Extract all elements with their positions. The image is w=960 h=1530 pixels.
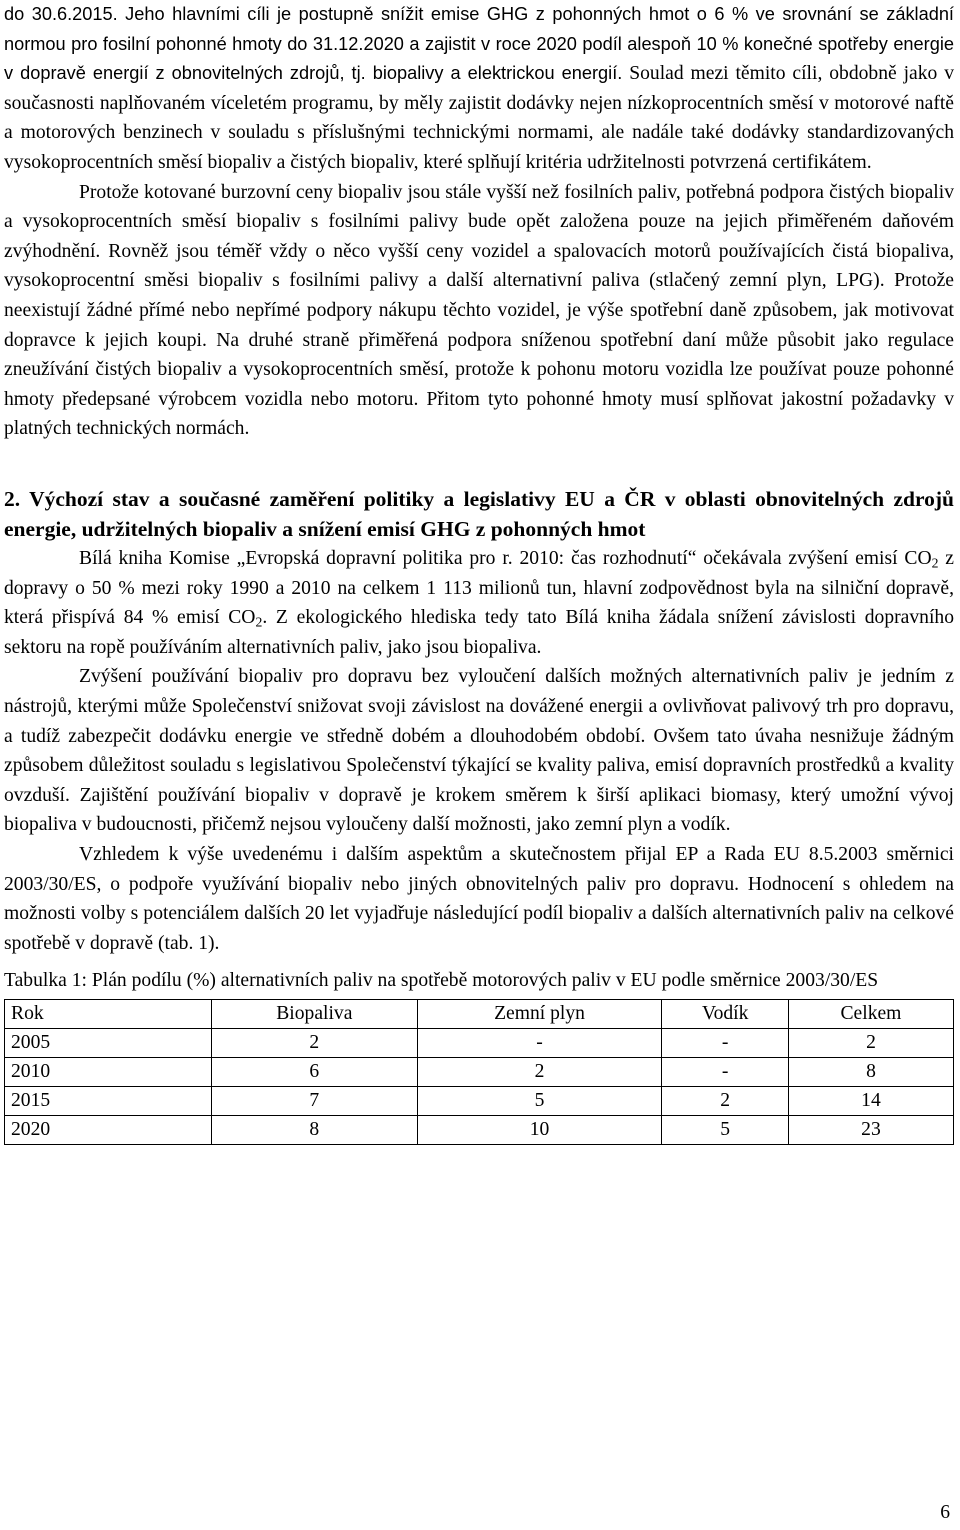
table-cell: - bbox=[417, 1029, 662, 1058]
white-paper-text-2: z dopravy o 50 % mezi roky 1990 a 2010 na celkem 1 113 milionů tun, hlavní zodpovědnost byla na silniční dopravě, která přispívá 84 % emisí CO bbox=[4, 548, 954, 629]
table-header-cell: Rok bbox=[5, 1000, 212, 1029]
table-cell: 8 bbox=[788, 1058, 953, 1087]
table-header-cell: Biopaliva bbox=[212, 1000, 418, 1029]
paragraph-biofuel-use: Zvýšení používání biopaliv pro dopravu bez vyloučení dalších možných alternativních paliv je jedním z nástrojů, kterými může Společenství snižovat svoji závislost na dovážené energii a ovlivňovat palivový trh pro dopravu, a tudíž zabezpečit dodávku energie ve středně dobém a dlouhodobém období. Ovšem tato úvaha nesnižuje žádným způsobem důležitost souladu s legislativou Společenství týkající se kvality paliva, emisí dopravních prostředků a kvality ovzduší. Zajištění používání biopaliv v dopravě je krokem směrem k širší aplikaci biomasy, který umožní vývoj biopaliva v budoucnosti, přičemž nejsou vyloučeny další možnosti, jako zemní plyn a vodík. bbox=[4, 666, 954, 836]
white-paper-text-1: Bílá kniha Komise „Evropská dopravní politika pro r. 2010: čas rozhodnutí“ očekávala zvýšení emisí CO bbox=[79, 548, 932, 570]
table-cell-year: 2005 bbox=[5, 1029, 212, 1058]
table-header-cell: Zemní plyn bbox=[417, 1000, 662, 1029]
table-cell: 7 bbox=[212, 1087, 418, 1116]
table-cell: 2 bbox=[662, 1087, 788, 1116]
paragraph-intro bbox=[4, 0, 954, 178]
table-row bbox=[5, 1058, 954, 1087]
table-cell-year: 2015 bbox=[5, 1087, 212, 1116]
table-cell: 8 bbox=[212, 1116, 418, 1145]
table-caption: Tabulka 1: Plán podílu (%) alternativních paliv na spotřebě motorových paliv v EU podle směrnice 2003/30/ES bbox=[4, 970, 879, 992]
spacer bbox=[4, 958, 954, 966]
table-cell-year: 2010 bbox=[5, 1058, 212, 1087]
table-cell: 2 bbox=[417, 1058, 662, 1087]
table-header-cell: Vodík bbox=[662, 1000, 788, 1029]
table-header-row bbox=[5, 1000, 954, 1029]
table-row bbox=[5, 1087, 954, 1116]
paragraph-prices: Protože kotované burzovní ceny biopaliv jsou stále vyšší než fosilních paliv, potřebná podpora čistých biopaliv a vysokoprocentních směsí biopaliv s fosilními palivy bude opět založena pouze na jejich přiměřeném daňovém zvýhodnění. Rovněž jsou téměř vždy o něco vyšší ceny vozidel a spalovacích motorů používajících čistá biopaliva, vysokoprocentní směsi biopaliv s fosilními palivy a další alternativní paliva (stlačený zemní plyn, LPG). Protože neexistují žádné přímé nebo nepřímé podpory nákupu těchto vozidel, je výše spotřební daně způsobem, jak motivovat dopravce k jejich koupi. Na druhé straně přiměřená podpora sníženou spotřební daní může působit jako regulace zneužívání čistých biopaliv a vysokoprocentních směsí, protože k pohonu motoru vozidla lze používat pouze pohonné hmoty předepsané výrobcem vozidla nebo motoru. Přitom tyto pohonné hmoty musí splňovat jakostní požadavky v platných technických normách. bbox=[4, 181, 954, 440]
paragraph-directive: Vzhledem k výše uvedenému i dalším aspektům a skutečnostem přijal EP a Rada EU 8.5.2003 směrnici 2003/30/ES, o podpoře využívání biopaliv nebo jiných obnovitelných paliv pro dopravu. Hodnocení s ohledem na možnosti volby s potenciálem dalších 20 let vyjadřuje následující podíl biopaliv a dalších alternativních paliv na celkové spotřebě v dopravě (tab. 1). bbox=[4, 844, 954, 954]
table-cell: 5 bbox=[417, 1087, 662, 1116]
table-cell: - bbox=[662, 1029, 788, 1058]
table-cell: 6 bbox=[212, 1058, 418, 1087]
table-row bbox=[5, 1029, 954, 1058]
table-cell: 2 bbox=[788, 1029, 953, 1058]
intro-sans-text: do 30.6.2015. Jeho hlavními cíli je postupně snížit emise GHG z pohonných hmot o 6 % ve srovnání se základní normou pro fosilní pohonné hmoty do 31.12.2020 a zajistit v roce 2020 podíl alespoň 10 % konečné spotřeby energie v dopravě energií z obnovitelných zdrojů, tj. biopalivy a elektrickou energií. bbox=[4, 4, 954, 84]
table-cell: 2 bbox=[212, 1029, 418, 1058]
table-cell: 14 bbox=[788, 1087, 953, 1116]
table-cell: 23 bbox=[788, 1116, 953, 1145]
co2-subscript: 2 bbox=[255, 614, 263, 630]
table-header-cell: Celkem bbox=[788, 1000, 953, 1029]
section-heading: 2. Výchozí stav a současné zaměření politiky a legislativy EU a ČR v oblasti obnovitelných zdrojů energie, udržitelných biopaliv a snížení emisí GHG z pohonných hmot bbox=[4, 486, 954, 541]
document-page bbox=[4, 0, 954, 1145]
intro-serif-text: Soulad mezi těmito cíli, obdobně jako v současnosti naplňovaném víceletém programu, by měly zajistit dodávky nejen nízkoprocentních směsí v motorové naftě a motorových benzinech v souladu s příslušnými technickými normami, ale nadále také dodávky standardizovaných vysokoprocentních směsí biopaliv a čistých biopaliv, které splňují kritéria udržitelnosti potvrzená certifikátem. bbox=[4, 63, 954, 173]
fuel-share-table bbox=[4, 999, 954, 1145]
co2-subscript: 2 bbox=[931, 555, 939, 571]
table-cell: - bbox=[662, 1058, 788, 1087]
paragraph-white-paper bbox=[4, 544, 954, 662]
spacer bbox=[4, 444, 954, 485]
page-number: 6 bbox=[940, 1502, 950, 1523]
table-row bbox=[5, 1116, 954, 1145]
table-cell: 10 bbox=[417, 1116, 662, 1145]
table-cell-year: 2020 bbox=[5, 1116, 212, 1145]
white-paper-text-3: . Z ekologického hlediska tedy tato Bílá kniha žádala snížení závislosti dopravního sektoru na ropě používáním alternativních paliv, jako jsou biopaliva. bbox=[4, 607, 954, 658]
table-cell: 5 bbox=[662, 1116, 788, 1145]
